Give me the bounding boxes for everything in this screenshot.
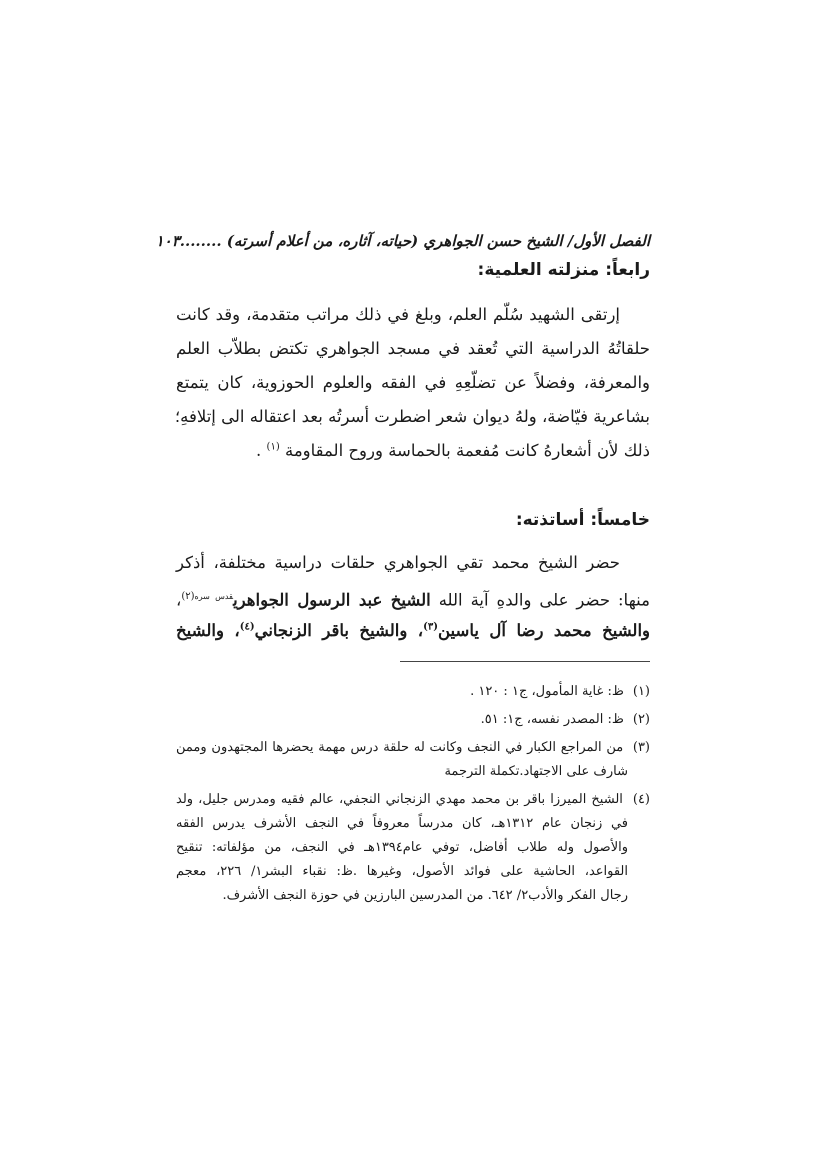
paragraph-scientific-status: [176, 298, 650, 468]
header-dots: ........: [179, 232, 222, 250]
text-line: [176, 614, 650, 648]
text-line: حضر الشيخ محمد تقي الجواهري حلقات دراسية مختلفة، أذكر: [176, 553, 620, 572]
footnote-4: [176, 788, 650, 908]
section-heading-teachers: خامساً: أساتذته:: [515, 510, 650, 530]
footnote-text: ظ: المصدر نفسه، ج١: ٥١.: [480, 712, 624, 727]
footnote-text: من المراجع الكبار في النجف وكانت له حلقة درس مهمة يحضرها المجتهدون وممن: [176, 740, 624, 755]
footnote-ref[interactable]: (٣): [423, 621, 438, 633]
footnote-number: (٣): [632, 740, 650, 755]
footnote-1: [176, 680, 650, 704]
header-title: الفصل الأول/ الشيخ حسن الجواهري (حياته، آثاره، من أعلام أسرته): [226, 232, 650, 250]
footnote-divider: [400, 661, 650, 662]
text-segment: ، والشيخ: [176, 621, 240, 640]
text-line: حلقاتُهُ الدراسية التي تُعقد في مسجد الجواهري تكتض بطلاّب العلم: [176, 339, 650, 358]
footnote-text: ظ: غاية المأمول، ج١ : ١٢٠ .: [470, 684, 624, 699]
text-segment: .: [256, 441, 262, 460]
footnote-line: والأصول وله طلاب أفاضل، توفي عام١٣٩٤هـ في النجف، من مؤلفاته: تنقيح: [176, 840, 628, 855]
text-line: [176, 580, 650, 614]
teacher-name: والشيخ محمد رضا آل ياسين: [437, 621, 650, 640]
footnote-line: القواعد، الحاشية على فوائد الأصول، وغيرها .ظ: نقباء البشر١/ ٢٢٦، معجم: [176, 864, 629, 879]
teacher-name: الشيخ عبد الرسول الجواهري: [233, 590, 431, 610]
footnote-ref[interactable]: (٢): [181, 591, 195, 602]
footnote-line: في زنجان عام ١٣١٢هـ، كان مدرساً معروفاً في النجف الأشرف يدرس الفقه: [176, 816, 629, 831]
footnote-line: شارف على الاجتهاد.تكملة الترجمة: [444, 764, 628, 779]
footnote-ref[interactable]: (١): [266, 441, 280, 453]
text-segment: ذلك لأن أشعارهُ كانت مُفعمة بالحماسة وروح المقاومة: [284, 441, 650, 460]
page-number: ١٠٣: [155, 232, 180, 250]
honorific-glyph: قدس سره: [194, 592, 234, 601]
running-header: [155, 232, 650, 250]
teacher-name: ، والشيخ باقر الزنجاني: [254, 621, 424, 640]
footnote-line: رجال الفكر والأدب٢/ ٦٤٢. من المدرسين البارزين في حوزة النجف الأشرف.: [222, 888, 628, 903]
footnote-text: الشيخ الميرزا باقر بن محمد مهدي الزنجاني النجفي، عالم فقيه ومدرس جليل، ولد: [176, 792, 623, 807]
footnote-line: [176, 788, 650, 812]
paragraph-teachers: [176, 546, 650, 648]
footnote-number: (٢): [632, 712, 650, 727]
footnote-number: (١): [632, 684, 650, 699]
text-line: إرتقى الشهيد سُلّم العلم، وبلغ في ذلك مراتب متقدمة، وقد كانت: [176, 305, 620, 324]
footnote-line: [176, 708, 650, 732]
footnotes: [176, 680, 650, 912]
text-line: بشاعرية فيّاضة، ولهُ ديوان شعر اضطرت أسرتُه بعد اعتقاله الى إتلافهِ؛: [174, 407, 650, 426]
text-line: [176, 434, 650, 468]
footnote-2: [176, 708, 650, 732]
footnote-line: [176, 680, 650, 704]
footnote-line: [176, 736, 650, 760]
section-heading-scientific-status: رابعاً: منزلته العلمية:: [477, 260, 650, 280]
text-segment: ،: [176, 590, 182, 610]
footnote-3: [176, 736, 650, 784]
text-segment: منها: حضر على والدهِ آية الله: [438, 590, 650, 610]
footnote-ref[interactable]: (٤): [239, 621, 255, 633]
text-line: والمعرفة، وفضلاً عن تضلّعِهِ في الفقه والعلوم الحوزوية، كان يتمتع: [176, 373, 650, 392]
footnote-number: (٤): [632, 792, 650, 807]
